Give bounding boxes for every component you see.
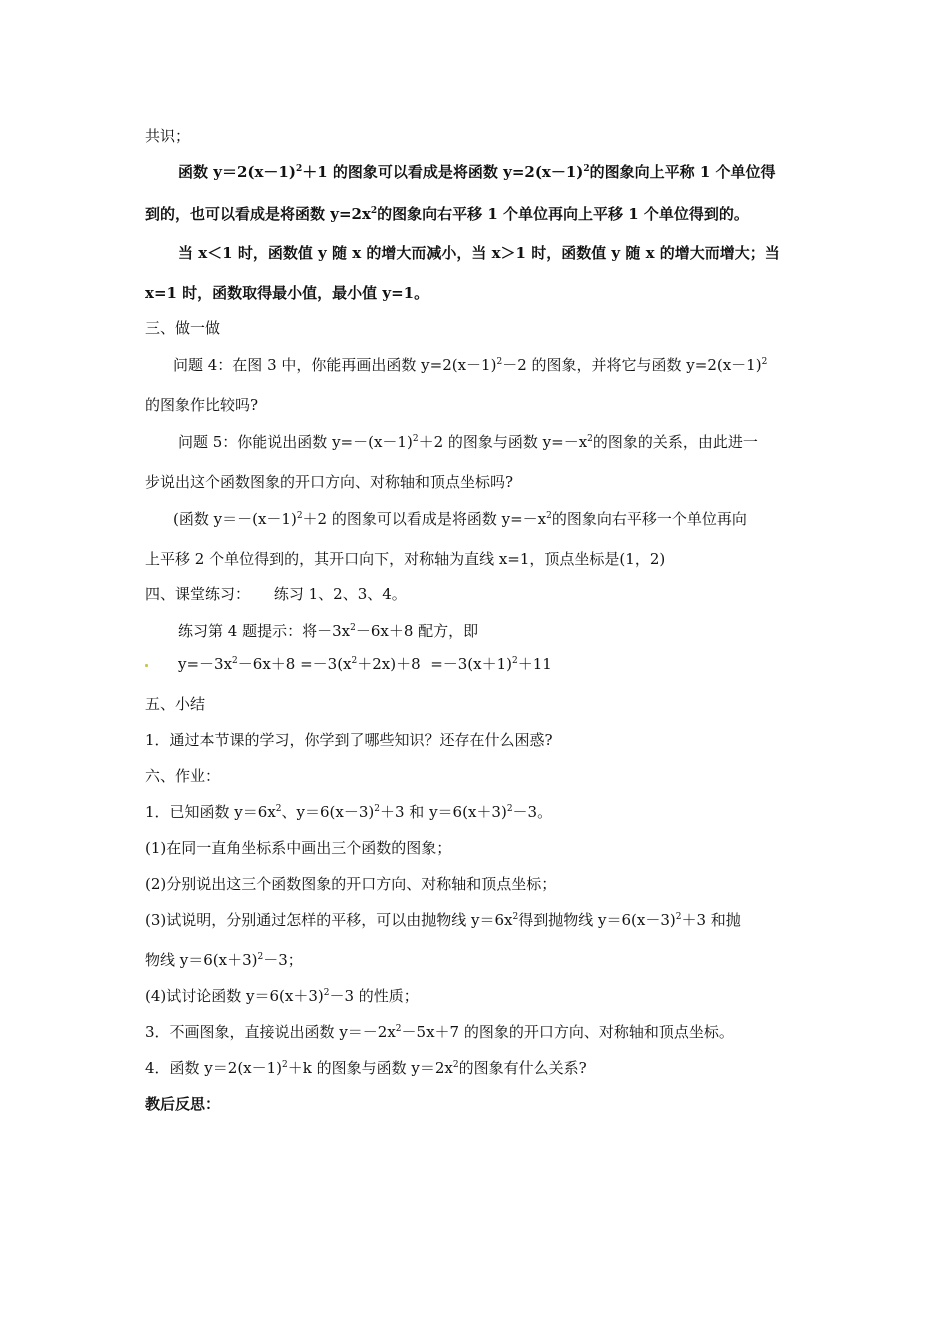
section-5-heading: 五、小结: [145, 695, 206, 713]
question-4-line-1: 问题 4：在图 3 中，你能再画出函数 $y=2(x-1)^2-2$ 的图象，并将它与函数 $y=2(x-1)^2$: [173, 356, 768, 374]
hint-line-1: 练习第 4 题提示：将$-3x^2-6x+8$ 配方，即: [178, 622, 479, 640]
homework-1: 1．已知函数 $y=6x^2$、$y=6(x-3)^2+3$ 和 $y=6(x+3)^2-3$。: [145, 803, 553, 821]
question-5-line-2: 步说出这个函数图象的开口方向、对称轴和顶点坐标吗?: [145, 473, 514, 491]
section-6-heading: 六、作业：: [145, 767, 221, 785]
homework-1-part-2: (2)分别说出这三个函数图象的开口方向、对称轴和顶点坐标；: [145, 875, 557, 893]
homework-3: 3．不画图象，直接说出函数 $y=-2x^2-5x+7$ 的图象的开口方向、对称轴和顶点坐标。: [145, 1023, 734, 1041]
homework-1-part-1: (1)在同一直角坐标系中画出三个函数的图象；: [145, 839, 452, 857]
conclusion-1-line-2: 到的，也可以看成是将函数 $y=2x^2$的图象向右平移 1 个单位再向上平移 1 个单位得到的。: [145, 205, 749, 223]
question-5-line-1: 问题 5：你能说出函数 $y=-(x-1)^2+2$ 的图象与函数 $y=-x^2$的图象的关系，由此进一: [178, 433, 758, 451]
answer-5-line-1: (函数 $y=-(x-1)^2+2$ 的图象可以看成是将函数 $y=-x^2$的图象向右平移一个单位再向: [173, 510, 747, 528]
stray-mark: [145, 664, 148, 667]
conclusion-1-line-1: 函数 $y=2(x-1)^2+1$ 的图象可以看成是将函数 $y=2(x-1)^2$的图象向上平称 1 个单位得: [178, 163, 776, 181]
homework-1-part-3-line-1: (3)试说明，分别通过怎样的平移，可以由抛物线 $y=6x^2$得到抛物线 $y=6(x-3)^2+3$ 和抛: [145, 911, 741, 929]
section-3-heading: 三、做一做: [145, 319, 221, 337]
reflection-heading: 教后反思：: [145, 1095, 221, 1113]
homework-1-part-3-line-2: 物线 $y=6(x+3)^2-3$；: [145, 951, 303, 969]
conclusion-2-line-2: x=1 时，函数取得最小值，最小值 y=1。: [145, 284, 430, 302]
conclusion-2-line-1: 当 x＜1 时，函数值 y 随 x 的增大而减小，当 x＞1 时，函数值 y 随 x 的增大而增大；当: [178, 244, 780, 262]
homework-4: 4．函数 $y=2(x-1)^2+k$ 的图象与函数 $y=2x^2$的图象有什么关系?: [145, 1059, 587, 1077]
hint-line-2: $y=-3x^2-6x+8 =-3(x^2+2x)+8 =-3(x+1)^2+11$: [178, 655, 552, 673]
section-4-heading: 四、课堂练习： 练习 1、2、3、4。: [145, 585, 407, 603]
summary-item-1: 1．通过本节课的学习，你学到了哪些知识？还存在什么困惑?: [145, 731, 553, 749]
consensus-heading: 共识；: [145, 127, 191, 145]
question-4-line-2: 的图象作比较吗?: [145, 396, 259, 414]
homework-1-part-4: (4)试讨论函数 $y=6(x+3)^2-3$ 的性质；: [145, 987, 419, 1005]
answer-5-line-2: 上平移 2 个单位得到的，其开口向下，对称轴为直线 x=1，顶点坐标是(1，2): [145, 550, 666, 568]
